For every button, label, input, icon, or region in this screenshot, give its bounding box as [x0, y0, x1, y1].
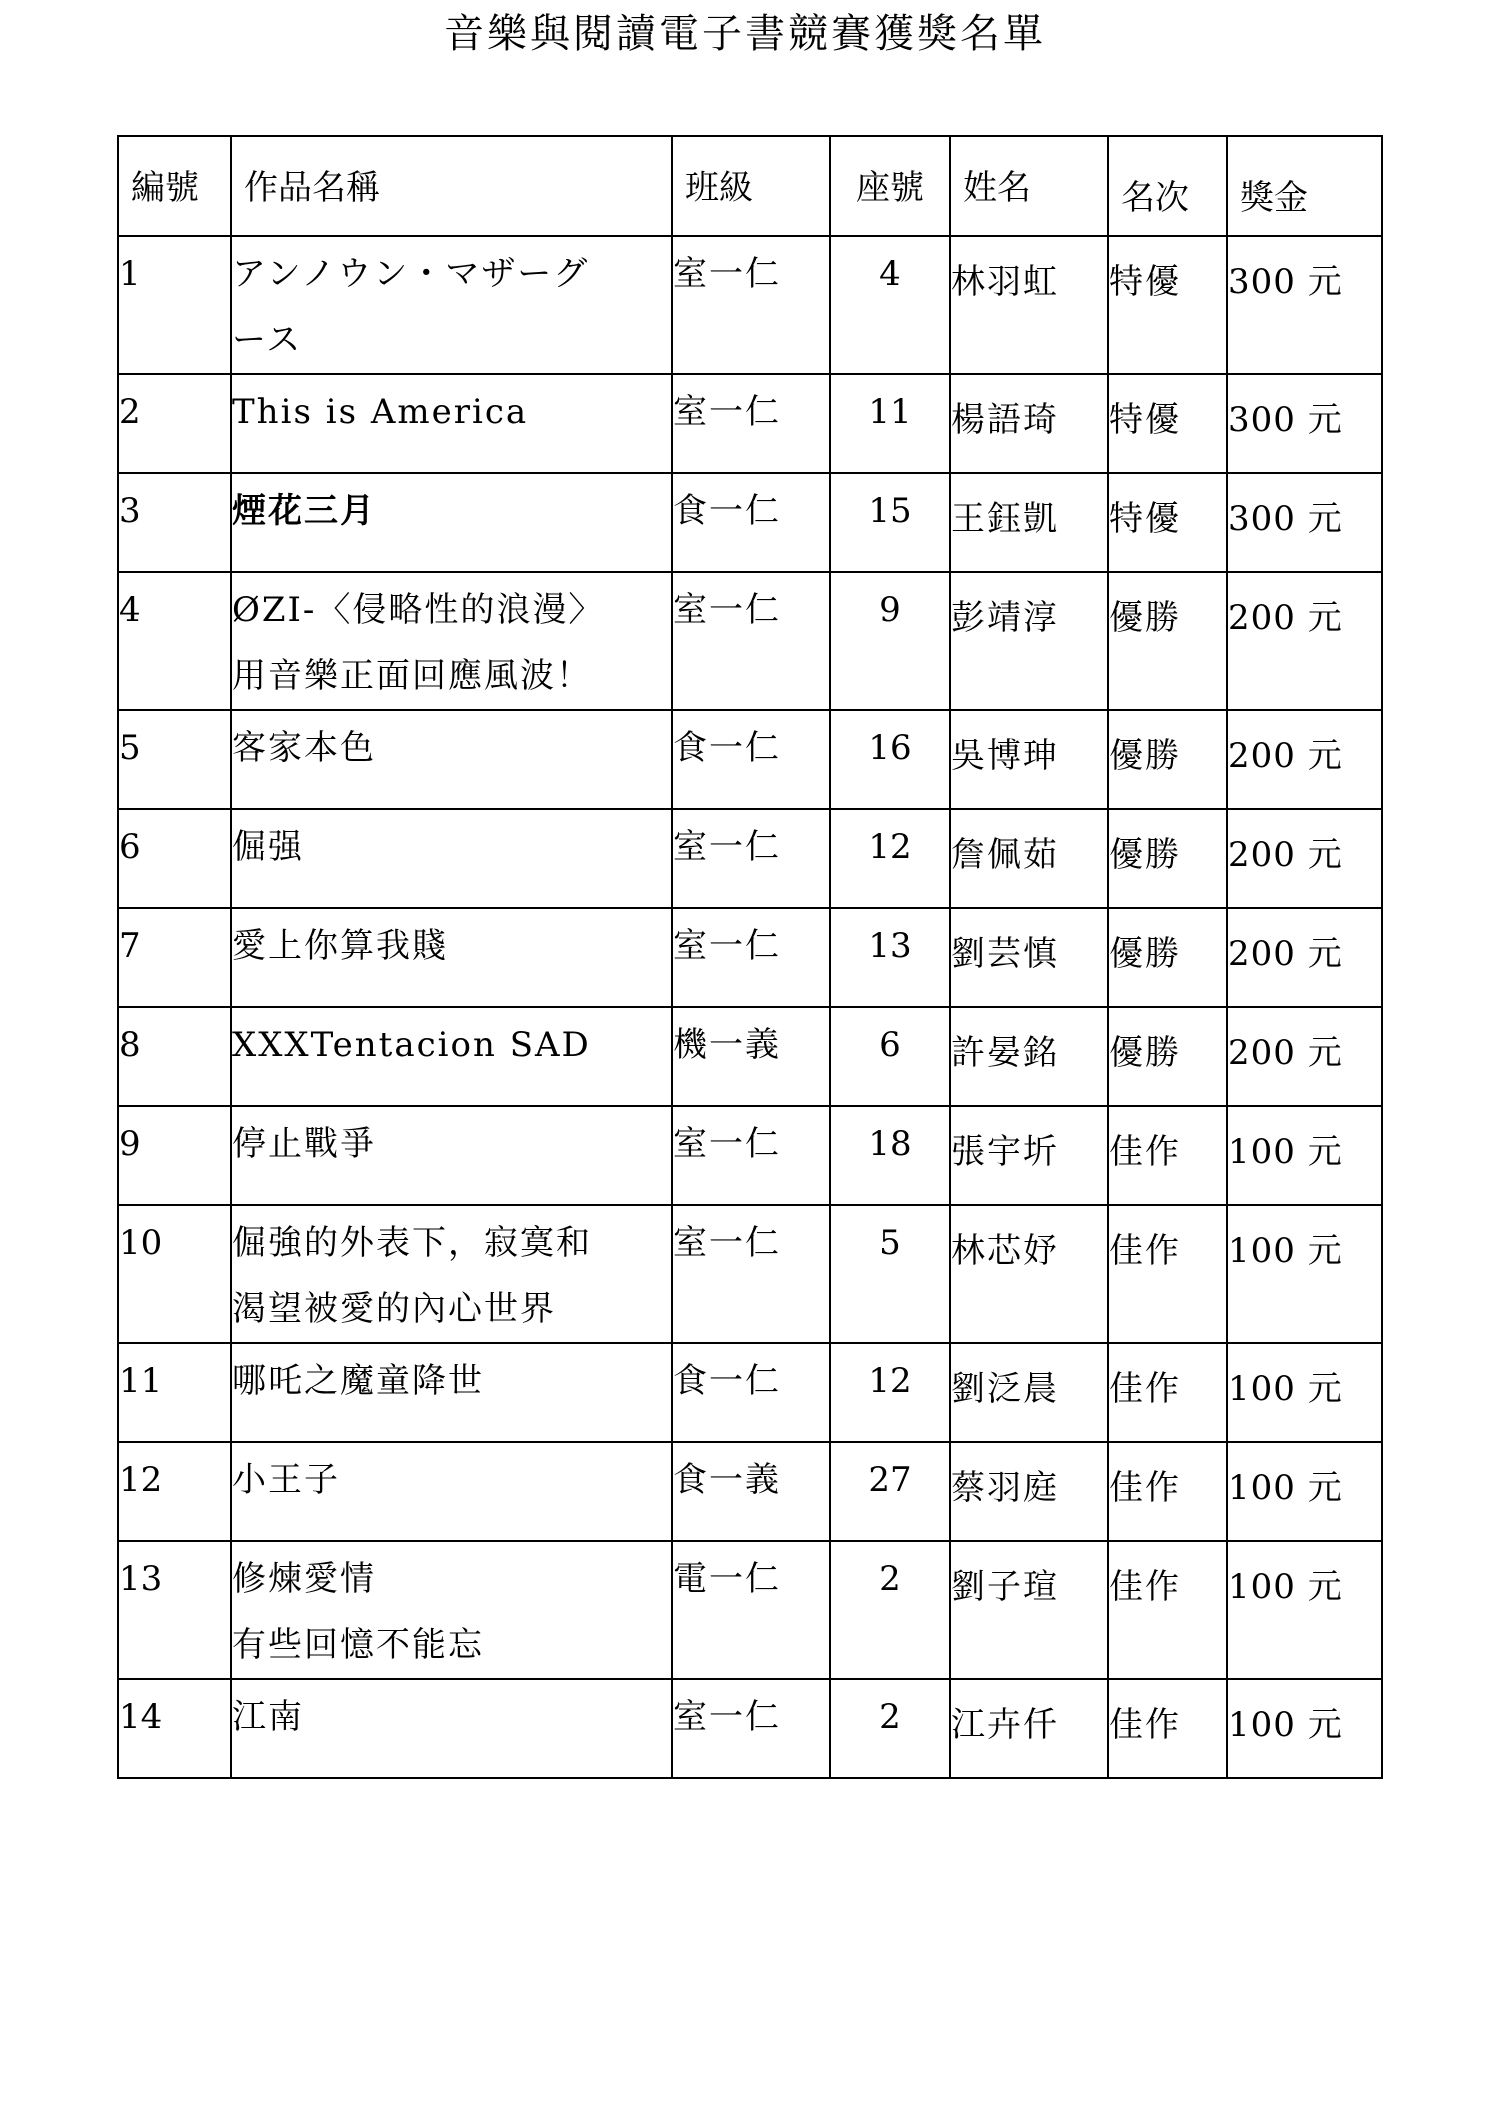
header-number: 編號: [118, 136, 231, 236]
cell-rank: 佳作: [1108, 1343, 1227, 1442]
work-title-line: 渴望被愛的內心世界: [232, 1289, 556, 1329]
work-title-line: 客家本色: [232, 728, 376, 768]
cell-prize: 100 元: [1227, 1106, 1382, 1205]
cell-number: 6: [118, 809, 231, 908]
cell-work-title: [231, 710, 672, 809]
cell-seat-number: 2: [830, 1541, 950, 1679]
cell-seat-number: 11: [830, 374, 950, 473]
cell-prize: 200 元: [1227, 572, 1382, 710]
table-row: [118, 236, 1382, 374]
cell-prize: 100 元: [1227, 1205, 1382, 1343]
cell-rank: 佳作: [1108, 1679, 1227, 1778]
cell-number: 11: [118, 1343, 231, 1442]
cell-work-title: [231, 1007, 672, 1106]
work-title-line: 哪吒之魔童降世: [232, 1361, 484, 1401]
cell-work-title: [231, 809, 672, 908]
cell-prize: 100 元: [1227, 1442, 1382, 1541]
cell-seat-number: 13: [830, 908, 950, 1007]
cell-number: 8: [118, 1007, 231, 1106]
table-row: [118, 572, 1382, 710]
cell-name: 蔡羽庭: [950, 1442, 1108, 1541]
work-title-line: 修煉愛情: [232, 1559, 376, 1599]
cell-name: 許晏銘: [950, 1007, 1108, 1106]
cell-prize: 100 元: [1227, 1541, 1382, 1679]
cell-prize: 100 元: [1227, 1343, 1382, 1442]
table-row: [118, 710, 1382, 809]
cell-work-title: [231, 1205, 672, 1343]
cell-rank: 佳作: [1108, 1541, 1227, 1679]
cell-class: 室一仁: [672, 908, 830, 1007]
work-title-line: 倔强: [232, 827, 304, 867]
cell-class: 室一仁: [672, 572, 830, 710]
cell-number: 4: [118, 572, 231, 710]
page-title: 音樂與閱讀電子書競賽獲獎名單: [444, 11, 1046, 57]
cell-seat-number: 16: [830, 710, 950, 809]
cell-rank: 優勝: [1108, 908, 1227, 1007]
work-title-line: This is America: [232, 392, 529, 432]
cell-work-title: [231, 1679, 672, 1778]
cell-work-title: [231, 473, 672, 572]
cell-rank: 佳作: [1108, 1205, 1227, 1343]
work-title-line: 有些回憶不能忘: [232, 1625, 484, 1665]
work-title-line: 倔強的外表下，寂寞和: [232, 1223, 592, 1263]
table-row: [118, 809, 1382, 908]
cell-rank: 特優: [1108, 236, 1227, 374]
cell-number: 10: [118, 1205, 231, 1343]
cell-class: 食一仁: [672, 473, 830, 572]
cell-class: 食一仁: [672, 1343, 830, 1442]
table-row: [118, 1106, 1382, 1205]
cell-name: 詹佩茹: [950, 809, 1108, 908]
cell-work-title: [231, 236, 672, 374]
cell-name: 王鈺凱: [950, 473, 1108, 572]
cell-number: 3: [118, 473, 231, 572]
work-title-line: 用音樂正面回應風波！: [232, 656, 592, 696]
table-row: [118, 1343, 1382, 1442]
cell-rank: 特優: [1108, 374, 1227, 473]
header-class: 班級: [672, 136, 830, 236]
cell-class: 電一仁: [672, 1541, 830, 1679]
cell-class: 室一仁: [672, 809, 830, 908]
cell-class: 室一仁: [672, 374, 830, 473]
cell-work-title: [231, 908, 672, 1007]
cell-seat-number: 15: [830, 473, 950, 572]
work-title-line: 愛上你算我賤: [232, 926, 448, 966]
cell-name: 劉子瑄: [950, 1541, 1108, 1679]
cell-prize: 200 元: [1227, 809, 1382, 908]
cell-rank: 佳作: [1108, 1442, 1227, 1541]
cell-rank: 佳作: [1108, 1106, 1227, 1205]
cell-seat-number: 4: [830, 236, 950, 374]
cell-rank: 優勝: [1108, 710, 1227, 809]
cell-seat-number: 5: [830, 1205, 950, 1343]
cell-name: 林羽虹: [950, 236, 1108, 374]
cell-seat-number: 9: [830, 572, 950, 710]
cell-name: 楊語琦: [950, 374, 1108, 473]
header-work-title: 作品名稱: [231, 136, 672, 236]
cell-rank: 優勝: [1108, 572, 1227, 710]
cell-prize: 200 元: [1227, 710, 1382, 809]
cell-work-title: [231, 1541, 672, 1679]
table-row: [118, 1541, 1382, 1679]
cell-seat-number: 12: [830, 809, 950, 908]
cell-rank: 優勝: [1108, 809, 1227, 908]
award-table: [117, 135, 1383, 1779]
cell-prize: 300 元: [1227, 473, 1382, 572]
cell-name: 林芯妤: [950, 1205, 1108, 1343]
cell-seat-number: 18: [830, 1106, 950, 1205]
table-row: [118, 1679, 1382, 1778]
table-row: [118, 1442, 1382, 1541]
table-row: [118, 374, 1382, 473]
cell-seat-number: 27: [830, 1442, 950, 1541]
header-name: 姓名: [950, 136, 1108, 236]
cell-class: 食一仁: [672, 710, 830, 809]
cell-work-title: [231, 1343, 672, 1442]
header-prize: 獎金: [1227, 136, 1382, 236]
header-row: [118, 136, 1382, 236]
cell-seat-number: 12: [830, 1343, 950, 1442]
cell-prize: 300 元: [1227, 236, 1382, 374]
table-row: [118, 473, 1382, 572]
header-rank: 名次: [1108, 136, 1227, 236]
work-title-line: ース: [232, 320, 303, 360]
cell-seat-number: 2: [830, 1679, 950, 1778]
work-title-line: ØZI-〈侵略性的浪漫〉: [232, 590, 605, 630]
table-row: [118, 1007, 1382, 1106]
cell-name: 吳博珅: [950, 710, 1108, 809]
cell-name: 彭靖淳: [950, 572, 1108, 710]
cell-number: 9: [118, 1106, 231, 1205]
cell-name: 張宇圻: [950, 1106, 1108, 1205]
work-title-line: XXXTentacion SAD: [232, 1025, 591, 1065]
cell-prize: 200 元: [1227, 1007, 1382, 1106]
table-header: [118, 136, 1382, 236]
cell-class: 室一仁: [672, 236, 830, 374]
cell-seat-number: 6: [830, 1007, 950, 1106]
cell-class: 食一義: [672, 1442, 830, 1541]
cell-number: 1: [118, 236, 231, 374]
cell-number: 2: [118, 374, 231, 473]
cell-name: 劉芸慎: [950, 908, 1108, 1007]
cell-work-title: [231, 374, 672, 473]
work-title-line: 小王子: [232, 1460, 340, 1500]
cell-number: 7: [118, 908, 231, 1007]
cell-class: 室一仁: [672, 1106, 830, 1205]
table-row: [118, 1205, 1382, 1343]
work-title-line: 煙花三月: [232, 491, 376, 531]
cell-number: 13: [118, 1541, 231, 1679]
cell-rank: 特優: [1108, 473, 1227, 572]
work-title-line: アンノウン・マザーグ: [232, 254, 590, 294]
cell-name: 劉泛晨: [950, 1343, 1108, 1442]
cell-work-title: [231, 572, 672, 710]
cell-name: 江卉仟: [950, 1679, 1108, 1778]
cell-work-title: [231, 1442, 672, 1541]
cell-work-title: [231, 1106, 672, 1205]
cell-prize: 200 元: [1227, 908, 1382, 1007]
table-row: [118, 908, 1382, 1007]
cell-class: 機一義: [672, 1007, 830, 1106]
work-title-line: 停止戰爭: [232, 1124, 376, 1164]
cell-prize: 100 元: [1227, 1679, 1382, 1778]
table-body: [118, 236, 1382, 1778]
cell-number: 12: [118, 1442, 231, 1541]
cell-number: 14: [118, 1679, 231, 1778]
cell-rank: 優勝: [1108, 1007, 1227, 1106]
header-seat-number: 座號: [830, 136, 950, 236]
cell-prize: 300 元: [1227, 374, 1382, 473]
cell-number: 5: [118, 710, 231, 809]
cell-class: 室一仁: [672, 1679, 830, 1778]
work-title-line: 江南: [232, 1697, 304, 1737]
cell-class: 室一仁: [672, 1205, 830, 1343]
